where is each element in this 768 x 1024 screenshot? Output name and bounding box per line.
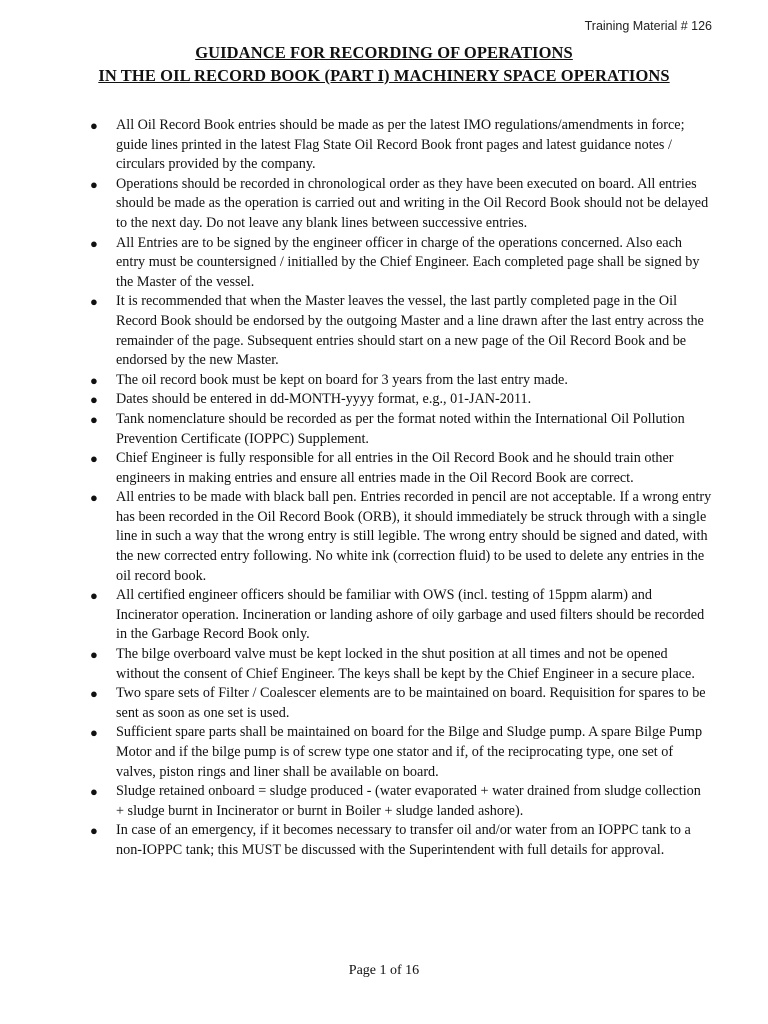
list-item — [88, 449, 712, 488]
list-item — [88, 723, 712, 782]
bullet-icon: ● — [90, 294, 98, 310]
bullet-icon: ● — [90, 784, 98, 800]
title-line-1: GUIDANCE FOR RECORDING OF OPERATIONS — [195, 43, 573, 62]
list-item — [88, 782, 712, 821]
title-line-2: IN THE OIL RECORD BOOK (PART I) MACHINERY SPACE OPERATIONS — [98, 66, 670, 85]
bullet-icon: ● — [90, 235, 98, 251]
list-item — [88, 488, 712, 586]
list-item-text: Sludge retained onboard = sludge produced - (water evaporated + water drained from sludge collection + sludge burnt in Incinerator or burnt in Boiler + sludge landed ashore). — [116, 783, 701, 819]
list-item — [88, 645, 712, 684]
list-item-text: Tank nomenclature should be recorded as per the format noted within the International Oil Pollution Prevention Certificate (IOPPC) Supplement. — [116, 410, 685, 447]
list-item-text: Sufficient spare parts shall be maintained on board for the Bilge and Sludge pump. A spare Bilge Pump Motor and if the bilge pump is of screw type one stator and if, of the reciprocating type, one set of valves, piston rings and liner shall be available on board. — [116, 724, 703, 780]
list-item-text: Operations should be recorded in chronological order as they have been executed on board. All entries should be made as the operation is carried out and writing in the Oil Record Book should not be delayed to the next day. Do not leave any blank lines between successive entries. — [116, 175, 709, 231]
list-item — [88, 586, 712, 645]
list-item-text: All Oil Record Book entries should be made as per the latest IMO regulations/amendments in force; guide lines printed in the latest Flag State Oil Record Book front pages and latest guidance notes / circulars provided by the company. — [116, 117, 685, 173]
bullet-icon: ● — [90, 647, 98, 663]
list-item-text: It is recommended that when the Master leaves the vessel, the last partly completed page in the Oil Record Book should be endorsed by the outgoing Master and a line drawn after the last entry across the remainder of the page. Subsequent entries should start on a new page of the Oil Record Book and be endorsed by the new Master. — [116, 293, 704, 369]
bullet-icon: ● — [90, 490, 98, 506]
list-item-text: Dates should be entered in dd-MONTH-yyyy format, e.g., 01-JAN-2011. — [116, 391, 532, 408]
bullet-icon: ● — [90, 451, 98, 467]
bullet-icon: ● — [90, 411, 98, 427]
list-item-text: The bilge overboard valve must be kept locked in the shut position at all times and not be opened without the consent of Chief Engineer. The keys shall be kept by the Chief Engineer in a secure place. — [116, 646, 695, 682]
list-item — [88, 371, 712, 391]
bullet-icon: ● — [90, 725, 98, 741]
page-number: Page 1 of 16 — [348, 963, 420, 978]
training-material-label: Training Material # 126 — [584, 19, 712, 33]
list-item-text: Chief Engineer is fully responsible for all entries in the Oil Record Book and he should train other engineers in making entries and ensure all entries made in the Oil Record Book are correct. — [116, 450, 674, 486]
list-item-text: The oil record book must be kept on board for 3 years from the last entry made. — [116, 371, 568, 388]
bullet-icon: ● — [90, 372, 98, 388]
document-title — [0, 41, 768, 87]
list-item-text: In case of an emergency, if it becomes necessary to transfer oil and/or water from an IOPPC tank to a non-IOPPC tank; this MUST be discussed with the Superintendent with full details for approval. — [116, 822, 691, 858]
list-item — [88, 234, 712, 293]
list-item-text: All entries to be made with black ball pen. Entries recorded in pencil are not acceptable. If a wrong entry has been recorded in the Oil Record Book (ORB), it should immediately be struck through with a single line in such a way that the wrong entry is still legible. The wrong entry should be signed and dated, with the new corrected entry following. No white ink (correction fluid) to be used to delete any entries in the oil record book. — [116, 489, 712, 584]
bullet-icon: ● — [90, 686, 98, 702]
list-item-text: All Entries are to be signed by the engineer officer in charge of the operations concerned. Also each entry must be countersigned / initialled by the Chief Engineer. Each completed page shall be signed by the Master of the vessel. — [116, 234, 700, 290]
list-item — [88, 175, 712, 234]
list-item-text: All certified engineer officers should be familiar with OWS (incl. testing of 15ppm alarm) and Incinerator operation. Incineration or landing ashore of oily garbage and used filters should be recorded in the Garbage Record Book only. — [116, 587, 705, 643]
list-item — [88, 684, 712, 723]
list-item — [88, 410, 712, 449]
bullet-icon: ● — [90, 176, 98, 192]
list-item — [88, 390, 712, 410]
list-item — [88, 116, 712, 175]
bullet-icon: ● — [90, 823, 98, 839]
list-item — [88, 821, 712, 860]
guidance-bullet-list — [88, 116, 712, 861]
list-item-text: Two spare sets of Filter / Coalescer elements are to be maintained on board. Requisition for spares to be sent as soon as one set is used. — [116, 685, 706, 721]
list-item — [88, 292, 712, 370]
bullet-icon: ● — [90, 392, 98, 408]
bullet-icon: ● — [90, 588, 98, 604]
bullet-icon: ● — [90, 118, 98, 133]
